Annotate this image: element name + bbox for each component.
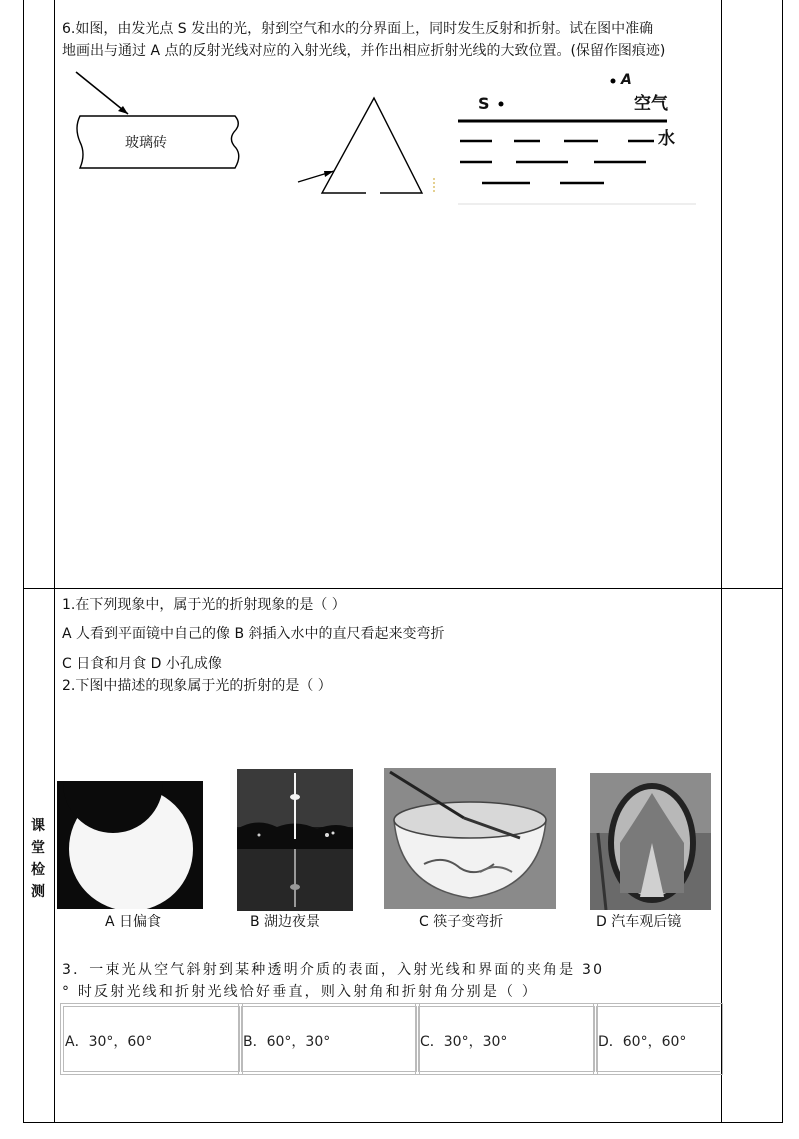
question-1-options-cd: C 日食和月食 D 小孔成像 xyxy=(62,656,222,672)
border-left xyxy=(23,0,24,1123)
border-row-divider xyxy=(23,588,783,589)
border-col2 xyxy=(721,0,722,1123)
caption-b: B 湖边夜景 xyxy=(250,914,321,930)
side-label-char-3: 检 xyxy=(31,862,45,878)
option-b: B．60°，30° xyxy=(243,1034,331,1050)
point-a-label: A xyxy=(621,72,632,88)
side-label-char-2: 堂 xyxy=(31,840,45,856)
question-3-line2: ° 时反射光线和折射光线恰好垂直，则入射角和折射角分别是（ ） xyxy=(62,984,539,1000)
border-col1 xyxy=(54,0,55,1123)
photo-lakeside-night xyxy=(237,769,353,911)
option-d: D．60°，60° xyxy=(598,1034,687,1050)
glass-brick-label: 玻璃砖 xyxy=(125,135,167,151)
photo-chopstick-bowl xyxy=(384,768,556,909)
border-bottom xyxy=(23,1122,783,1123)
option-a: A．30°，60° xyxy=(65,1034,153,1050)
caption-a: A 日偏食 xyxy=(105,914,162,930)
option-c: C．30°，30° xyxy=(420,1034,508,1050)
question-6-line1: 6.如图，由发光点 S 发出的光，射到空气和水的分界面上，同时发生反射和折射。试在图中准确 xyxy=(62,21,654,37)
side-label-char-4: 测 xyxy=(31,884,45,900)
question-2-stem: 2.下图中描述的现象属于光的折射的是（ ） xyxy=(62,678,332,694)
caption-c: C 筷子变弯折 xyxy=(419,914,504,930)
air-label: 空气 xyxy=(634,94,668,114)
question-1-options-ab: A 人看到平面镜中自己的像 B 斜插入水中的直尺看起来变弯折 xyxy=(62,626,445,642)
question-3-line1: 3．一束光从空气斜射到某种透明介质的表面，入射光线和界面的夹角是 30 xyxy=(62,962,605,978)
question-1-stem: 1.在下列现象中，属于光的折射现象的是（ ） xyxy=(62,597,346,613)
caption-d: D 汽车观后镜 xyxy=(596,914,682,930)
glass-brick-diagram xyxy=(70,66,250,178)
photo-car-mirror xyxy=(590,773,711,910)
photo-partial-eclipse xyxy=(57,781,203,909)
water-label: 水 xyxy=(658,129,675,149)
border-right xyxy=(782,0,783,1123)
side-label-char-1: 课 xyxy=(31,818,45,834)
question-6-line2: 地画出与通过 A 点的反射光线对应的入射光线，并作出相应折射光线的大致位置。(保留作图痕迹) xyxy=(62,43,666,59)
point-s-label: S xyxy=(478,94,490,113)
prism-diagram xyxy=(294,92,442,202)
